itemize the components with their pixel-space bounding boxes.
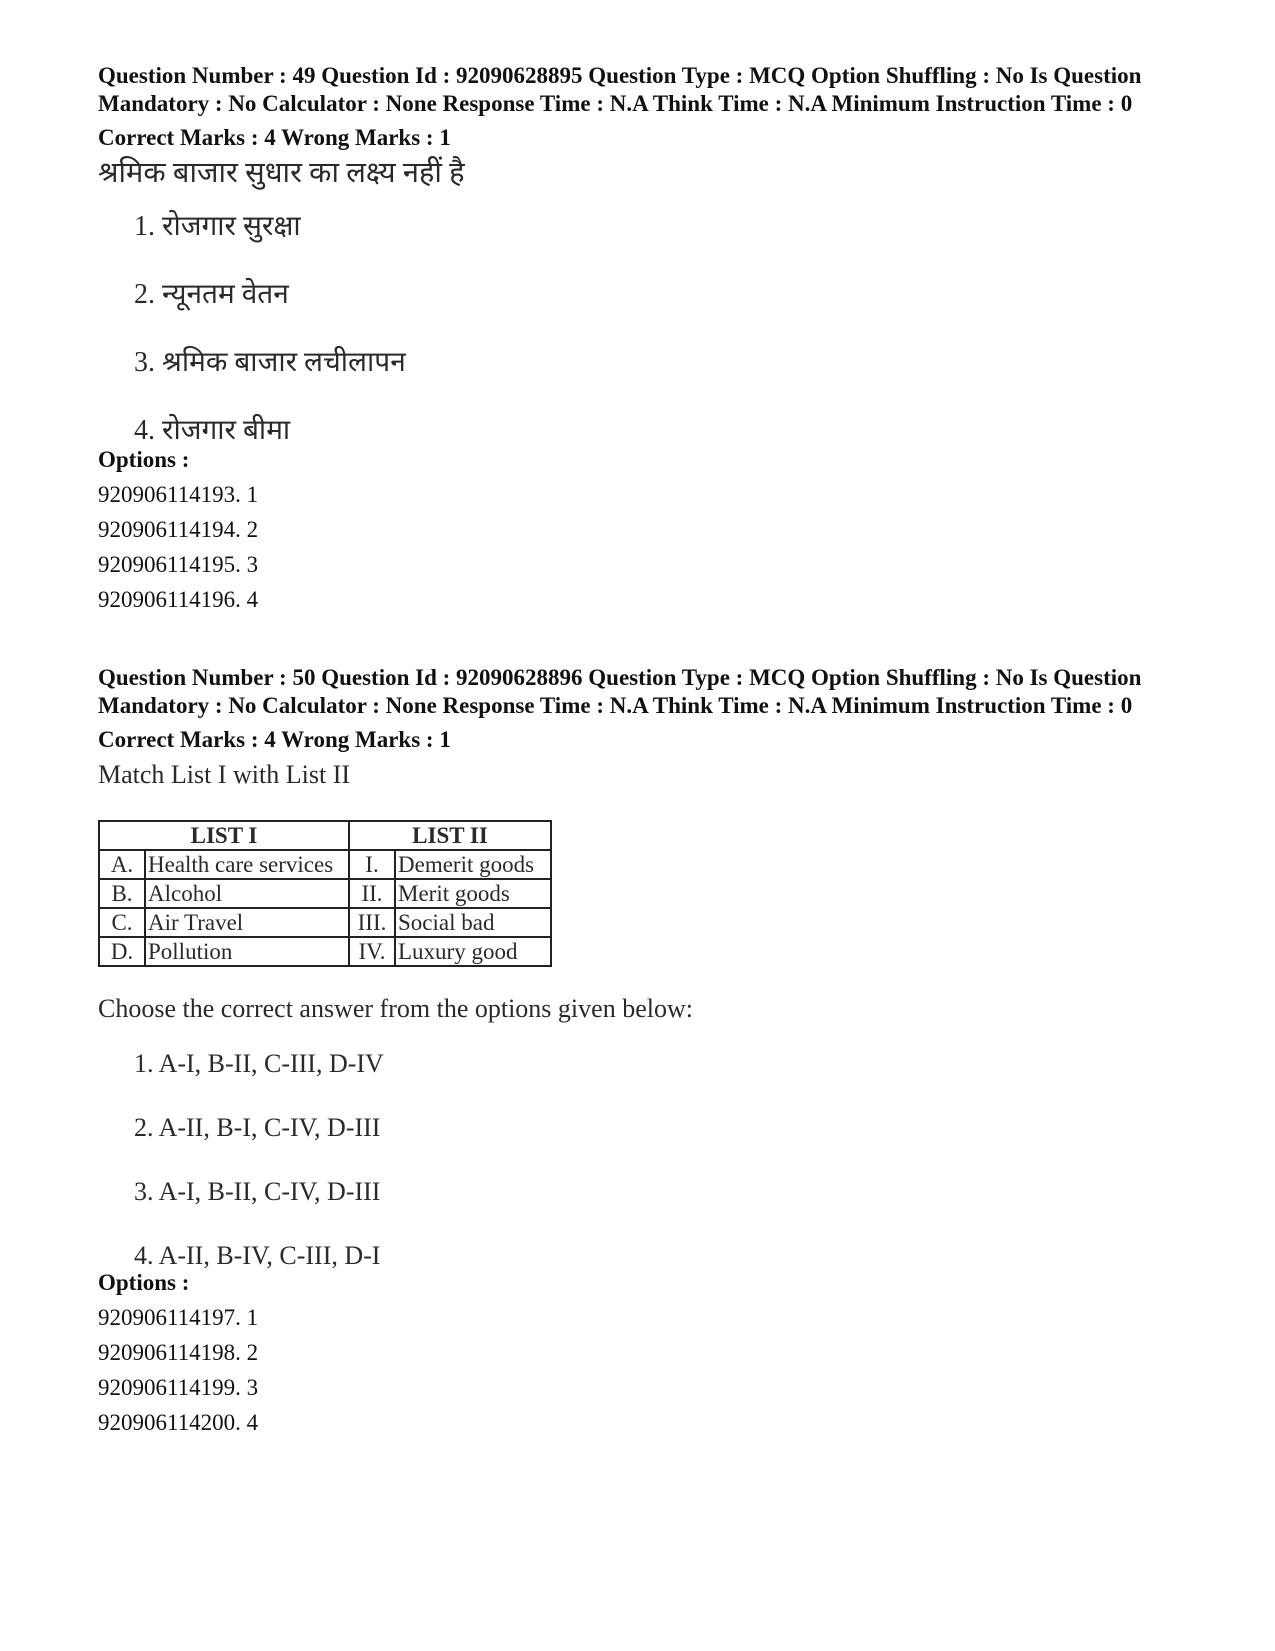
list-1-item: Alcohol	[145, 879, 349, 908]
choice-item: 3. A-I, B-II, C-IV, D-III	[134, 1177, 381, 1206]
question-meta: Question Number : 49 Question Id : 92090628895 Question Type : MCQ Option Shuffling : No Is Question Mandatory : No Calculator : None Response Time : N.A Think Time : N.A Minimum Instruction Time : 0	[98, 63, 1142, 116]
choice-item: 1. A-I, B-II, C-III, D-IV	[134, 1049, 384, 1078]
question-marks: Correct Marks : 4 Wrong Marks : 1	[98, 727, 451, 752]
match-table	[98, 820, 552, 967]
question-meta: Question Number : 50 Question Id : 92090628896 Question Type : MCQ Option Shuffling : No Is Question Mandatory : No Calculator : None Response Time : N.A Think Time : N.A Minimum Instruction Time : 0	[98, 665, 1142, 718]
table-row	[99, 879, 551, 908]
option-id: 920906114200. 4	[98, 1410, 259, 1435]
list-2-item: Demerit goods	[395, 850, 551, 879]
choice-list	[98, 210, 1178, 454]
table-row	[99, 937, 551, 966]
list-2-label: III.	[349, 908, 395, 937]
choice-item: 2. A-II, B-I, C-IV, D-III	[134, 1113, 381, 1142]
list-1-header: LIST I	[99, 821, 349, 850]
list-2-item: Merit goods	[395, 879, 551, 908]
question-instruction: Choose the correct answer from the options given below:	[98, 994, 693, 1023]
list-1-item: Health care services	[145, 850, 349, 879]
list-2-header: LIST II	[349, 821, 551, 850]
list-2-label: I.	[349, 850, 395, 879]
option-id: 920906114199. 3	[98, 1375, 259, 1400]
list-1-label: A.	[99, 850, 145, 879]
option-id: 920906114196. 4	[98, 587, 259, 612]
options-label: Options :	[98, 1270, 190, 1295]
question-49	[98, 62, 1178, 614]
choice-item: 1. रोजगार सुरक्षा	[134, 211, 301, 242]
list-1-item: Pollution	[145, 937, 349, 966]
option-id: 920906114193. 1	[98, 482, 259, 507]
question-stem: श्रमिक बाजार सुधार का लक्ष्य नहीं है	[98, 157, 465, 189]
list-2-label: IV.	[349, 937, 395, 966]
choice-item: 2. न्यूनतम वेतन	[134, 279, 289, 310]
option-id: 920906114195. 3	[98, 552, 259, 577]
question-marks: Correct Marks : 4 Wrong Marks : 1	[98, 125, 451, 150]
table-row	[99, 850, 551, 879]
table-header-row	[99, 821, 551, 850]
question-paper-page	[98, 62, 1178, 1437]
option-id: 920906114194. 2	[98, 517, 259, 542]
choice-item: 4. A-II, B-IV, C-III, D-I	[134, 1241, 381, 1270]
list-2-item: Social bad	[395, 908, 551, 937]
list-1-item: Air Travel	[145, 908, 349, 937]
list-2-item: Luxury good	[395, 937, 551, 966]
list-2-label: II.	[349, 879, 395, 908]
list-1-label: B.	[99, 879, 145, 908]
options-label: Options :	[98, 447, 190, 472]
question-stem: Match List I with List II	[98, 760, 351, 789]
list-1-label: C.	[99, 908, 145, 937]
table-row	[99, 908, 551, 937]
list-1-label: D.	[99, 937, 145, 966]
question-50	[98, 664, 1178, 1437]
option-id: 920906114197. 1	[98, 1305, 259, 1330]
choice-item: 4. रोजगार बीमा	[134, 415, 291, 446]
choice-item: 3. श्रमिक बाजार लचीलापन	[134, 347, 406, 378]
choice-list	[98, 1047, 1178, 1277]
option-id: 920906114198. 2	[98, 1340, 259, 1365]
